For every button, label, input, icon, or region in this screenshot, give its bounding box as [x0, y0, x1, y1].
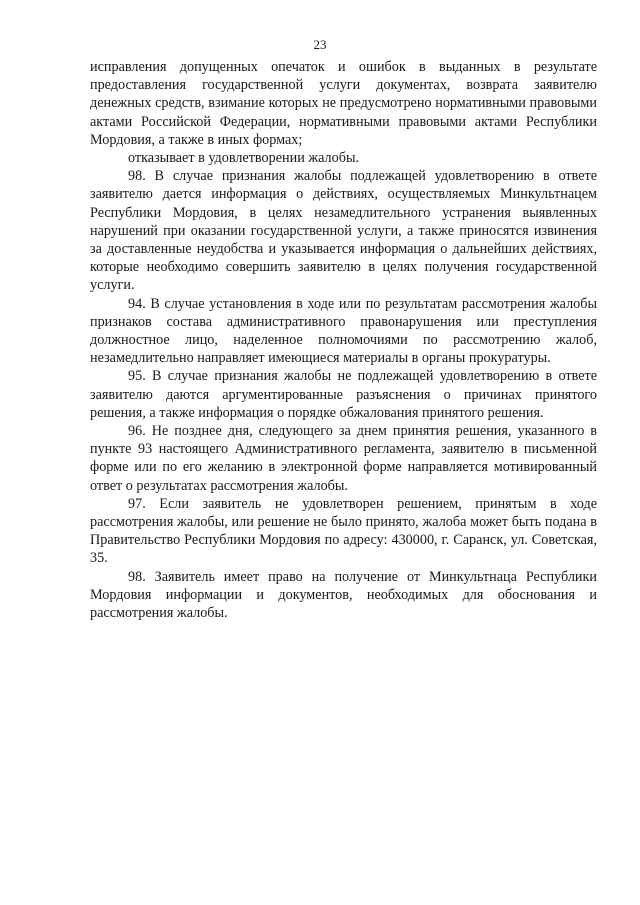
paragraph-96: 96. Не позднее дня, следующего за днем принятия решения, указанного в пункте 93 настоящего Административного регламента, заявителю в письменной форме или по его желанию в электронной форме направляется мотивированный ответ о результатах рассмотрения жалобы.: [90, 423, 597, 494]
paragraph-refusal: отказывает в удовлетворении жалобы.: [128, 150, 360, 167]
document-body: [90, 58, 597, 622]
page-number: 23: [313, 37, 327, 52]
paragraph-95: 95. В случае признания жалобы не подлежащей удовлетворению в ответе заявителю даются аргументированные разъяснения о причинах принятого решения, а также информация о порядке обжалования принятого решения.: [90, 368, 597, 421]
paragraph-97: 97. Если заявитель не удовлетворен решением, принятым в ходе рассмотрения жалобы, или решение не было принято, жалоба может быть подана в Правительство Республики Мордовия по адресу: 430000, г. Саранск, ул. Советская, 35.: [90, 495, 597, 567]
paragraph-98-second: 98. Заявитель имеет право на получение от Минкультнаца Республики Мордовия информации и документов, необходимых для обоснования и рассмотрения жалобы.: [90, 568, 597, 622]
paragraph-98-first: 98. В случае признания жалобы подлежащей удовлетворению в ответе заявителю дается информация о действиях, осуществляемых Минкультнацем Республики Мордовия, в целях незамедлительного устранения выявленных нарушений при оказании государственной услуги, а также приносятся извинения за доставленные неудобства и указывается информация о дальнейших действиях, которые необходимо совершить заявителю в целях получения государственной услуги.: [90, 168, 597, 294]
paragraph-94: 94. В случае установления в ходе или по результатам рассмотрения жалобы признаков состава административного правонарушения или преступления должностное лицо, наделенное полномочиями по рассмотрению жалоб, незамедлительно направляет имеющиеся материалы в органы прокуратуры.: [90, 295, 597, 367]
paragraph-continuation: исправления допущенных опечаток и ошибок в выданных в результате предоставления государственной услуги документах, возврата заявителю денежных средств, взимание которых не предусмотрено нормативными правовыми актами Российской Федерации, нормативными правовыми актами Республики Мордовия, а также в иных формах;: [90, 59, 597, 148]
